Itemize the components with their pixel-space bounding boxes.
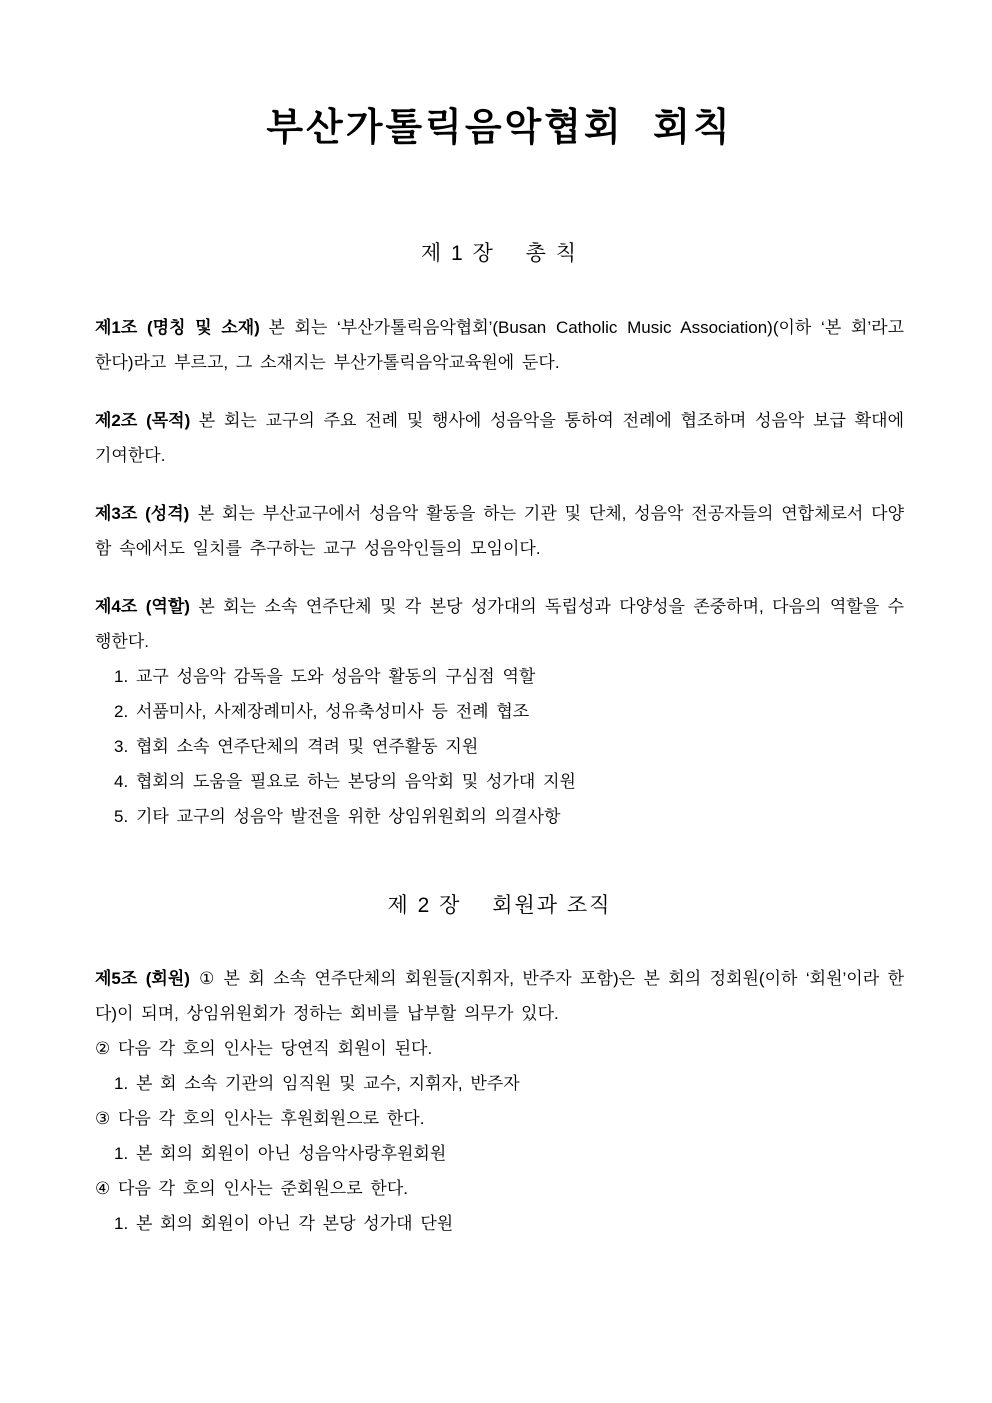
article-2-paragraph [95,403,904,473]
article-5-label: 제5조 (회원) [95,968,190,988]
article-3-body: 본 회는 부산교구에서 성음악 활동을 하는 기관 및 단체, 성음악 전공자들의 연합체로서 다양함 속에서도 일치를 추구하는 교구 성음악인들의 모임이다. [95,503,905,558]
article-4-paragraph [95,589,904,659]
list-item: 4. 협회의 도움을 필요로 하는 본당의 음악회 및 성가대 지원 [114,771,576,791]
article-5-clause-4-item-1: 1. 본 회의 회원이 아닌 각 본당 성가대 단원 [114,1213,454,1233]
article-5-clause-2: ② 다음 각 호의 인사는 당연직 회원이 된다. [95,1038,433,1058]
list-item: 3. 협회 소속 연주단체의 격려 및 연주활동 지원 [114,736,479,756]
article-1-body: 본 회는 ‘부산가톨릭음악협회’(Busan Catholic Music Association)(이하 ‘본 회’라고 한다)라고 부르고, 그 소재지는 부산가톨릭음악교육원에 둔다. [95,317,904,372]
list-item: 1. 교구 성음악 감독을 도와 성음악 활동의 구심점 역할 [114,666,536,686]
list-item: 2. 서품미사, 사제장례미사, 성유축성미사 등 전례 협조 [114,701,530,721]
article-5-paragraph [95,961,904,1031]
article-5-clause-2-item-1: 1. 본 회 소속 기관의 임직원 및 교수, 지휘자, 반주자 [114,1073,520,1093]
article-5-clause-3: ③ 다음 각 호의 인사는 후원회원으로 한다. [95,1108,425,1128]
article-4-body: 본 회는 소속 연주단체 및 각 본당 성가대의 독립성과 다양성을 존중하며, 다음의 역할을 수행한다. [95,596,904,651]
article-2-label: 제2조 (목적) [95,410,191,430]
article-5-body: ① 본 회 소속 연주단체의 회원들(지휘자, 반주자 포함)은 본 회의 정회원(이하 ‘회원’이라 한다)이 되며, 상임위원회가 정하는 회비를 납부할 의무가 있다. [95,968,905,1023]
document-title: 부산가톨릭음악협회 회칙 [266,107,733,149]
article-3-label: 제3조 (성격) [95,503,190,523]
chapter-1-heading: 제 1 장 총 칙 [420,242,579,266]
article-4-role-list [95,659,904,834]
article-4-label: 제4조 (역할) [95,596,190,616]
article-1-paragraph [95,310,904,380]
article-5-clause-4: ④ 다음 각 호의 인사는 준회원으로 한다. [95,1178,408,1198]
article-2-body: 본 회는 교구의 주요 전례 및 행사에 성음악을 통하여 전례에 협조하며 성음악 보급 확대에 기여한다. [95,410,905,465]
article-1-label: 제1조 (명칭 및 소재) [95,317,260,337]
article-3-paragraph [95,496,904,566]
chapter-2-heading: 제 2 장 회원과 조직 [387,893,612,917]
article-5-clause-3-item-1: 1. 본 회의 회원이 아닌 성음악사랑후원회원 [114,1143,447,1163]
list-item: 5. 기타 교구의 성음악 발전을 위한 상임위원회의 의결사항 [114,806,561,826]
